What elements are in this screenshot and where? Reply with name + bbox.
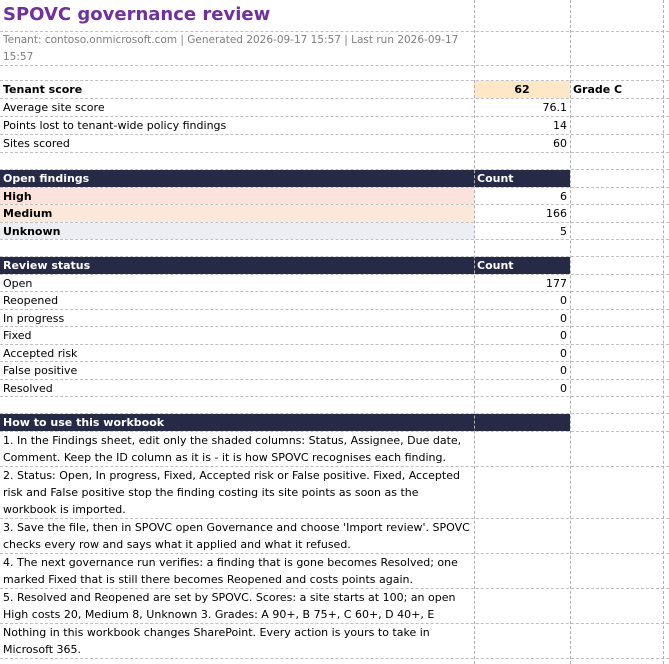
- tenant-row: [0, 135, 669, 153]
- howto-item[interactable]: 4. The next governance run verifies: a finding that is gone becomes Resolved; one marked Fixed that is still there becomes Reopened and costs points again.: [3, 556, 458, 586]
- review-row: [0, 345, 669, 362]
- tenant-row-value[interactable]: 76.1: [542, 101, 567, 114]
- tenant-row: [0, 99, 669, 117]
- review-label[interactable]: Resolved: [3, 382, 53, 395]
- findings-header-row: [0, 170, 669, 188]
- findings-value[interactable]: 166: [546, 207, 567, 220]
- tenant-score-label[interactable]: Tenant score: [3, 83, 83, 96]
- cell[interactable]: [570, 0, 663, 31]
- howto-row: [0, 554, 669, 589]
- review-label[interactable]: In progress: [3, 312, 65, 325]
- review-value[interactable]: 0: [560, 312, 567, 325]
- howto-row: [0, 589, 669, 624]
- column-gridline: [570, 0, 571, 664]
- findings-row: [0, 205, 669, 223]
- tenant-row-label[interactable]: Average site score: [3, 101, 105, 114]
- findings-row: [0, 223, 669, 240]
- review-label[interactable]: Accepted risk: [3, 347, 78, 360]
- review-value[interactable]: 0: [560, 364, 567, 377]
- review-count-header[interactable]: Count: [474, 257, 570, 274]
- howto-item[interactable]: 2. Status: Open, In progress, Fixed, Accepted risk or False positive. Fixed, Accepted risk and False positive stop the finding costing its site points as soon as the workbook is imported.: [3, 469, 460, 516]
- findings-value[interactable]: 5: [560, 225, 567, 238]
- tenant-score-row: [0, 81, 669, 99]
- blank-row: [0, 397, 669, 414]
- page-title[interactable]: SPOVC governance review: [3, 4, 271, 25]
- howto-item[interactable]: 5. Resolved and Reopened are set by SPOVC. Scores: a site starts at 100; an open High costs 20, Medium 8, Unknown 3. Grades: A 90+, B 75+, C 60+, D 40+, E: [3, 591, 456, 621]
- findings-value[interactable]: 6: [560, 190, 567, 203]
- review-row: [0, 310, 669, 327]
- review-row: [0, 275, 669, 292]
- tenant-row-label[interactable]: Sites scored: [3, 137, 70, 150]
- howto-header-row: [0, 414, 669, 432]
- review-header-row: [0, 257, 669, 275]
- howto-header[interactable]: How to use this workbook: [0, 414, 570, 431]
- column-gridline: [474, 0, 475, 664]
- howto-row: [0, 432, 669, 467]
- findings-label-high[interactable]: High: [0, 188, 474, 204]
- findings-count-header[interactable]: Count: [474, 170, 570, 187]
- review-header[interactable]: Review status: [0, 257, 474, 274]
- howto-row: [0, 519, 669, 554]
- review-value[interactable]: 0: [560, 329, 567, 342]
- review-row: [0, 362, 669, 380]
- howto-item[interactable]: 3. Save the file, then in SPOVC open Governance and choose 'Import review'. SPOVC checks every row and says what it applied and what it refused.: [3, 521, 470, 551]
- blank-row: [0, 66, 669, 81]
- blank-row: [0, 240, 669, 257]
- tenant-row: [0, 117, 669, 135]
- cell[interactable]: [474, 0, 570, 31]
- tenant-row-value[interactable]: 14: [553, 119, 567, 132]
- howto-row: [0, 467, 669, 519]
- tenant-row-label[interactable]: Points lost to tenant-wide policy findings: [3, 119, 227, 132]
- howto-item[interactable]: 1. In the Findings sheet, edit only the shaded columns: Status, Assignee, Due date, Comment. Keep the ID column as it is - it is how SPOVC recognises each finding.: [3, 434, 462, 464]
- review-value[interactable]: 0: [560, 382, 567, 395]
- review-value[interactable]: 0: [560, 294, 567, 307]
- review-value[interactable]: 177: [546, 277, 567, 290]
- findings-label-unknown[interactable]: Unknown: [0, 223, 474, 239]
- review-value[interactable]: 0: [560, 347, 567, 360]
- findings-label-medium[interactable]: Medium: [0, 205, 474, 222]
- tenant-grade[interactable]: Grade C: [573, 83, 623, 96]
- tenant-score-value[interactable]: 62: [474, 81, 570, 98]
- howto-row: [0, 624, 669, 659]
- review-label[interactable]: Open: [3, 277, 33, 290]
- review-label[interactable]: Fixed: [3, 329, 32, 342]
- review-row: [0, 380, 669, 397]
- review-row: [0, 292, 669, 310]
- review-row: [0, 327, 669, 345]
- howto-item[interactable]: Nothing in this workbook changes SharePoint. Every action is yours to take in Microsoft 365.: [3, 626, 430, 656]
- tenant-row-value[interactable]: 60: [553, 137, 567, 150]
- column-gridline: [663, 0, 664, 664]
- title-row: [0, 0, 669, 32]
- meta-row: [0, 32, 669, 66]
- review-label[interactable]: False positive: [3, 364, 78, 377]
- findings-header[interactable]: Open findings: [0, 170, 474, 187]
- findings-row: [0, 188, 669, 205]
- tenant-meta[interactable]: Tenant: contoso.onmicrosoft.com | Generated 2026-09-17 15:57 | Last run 2026-09-17 15:57: [3, 34, 459, 63]
- blank-row: [0, 153, 669, 170]
- review-label[interactable]: Reopened: [3, 294, 59, 307]
